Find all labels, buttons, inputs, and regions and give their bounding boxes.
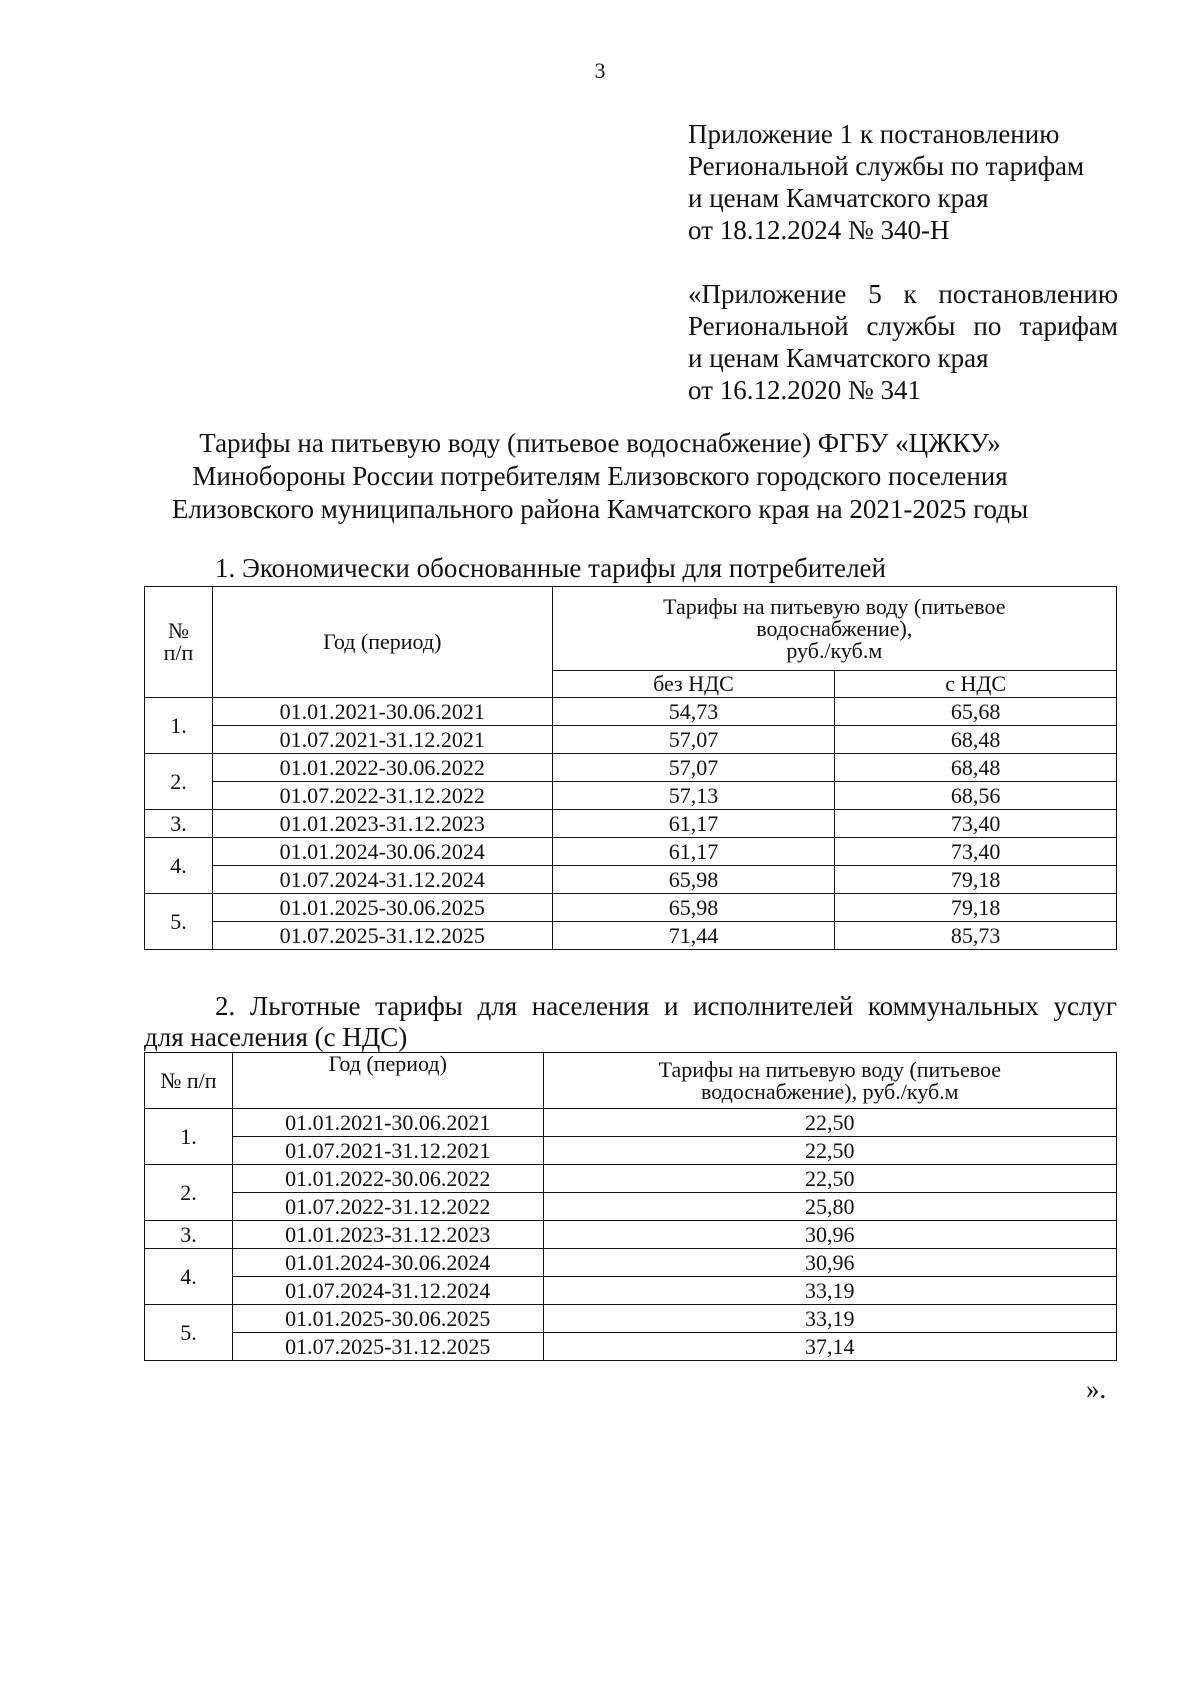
header-period: Год (период) — [212, 587, 552, 698]
period-cell: 01.07.2021-31.12.2021 — [212, 726, 552, 754]
section-1-heading: 1. Экономически обоснованные тарифы для потребителей — [215, 553, 886, 583]
tariff-with-vat-cell: 68,48 — [835, 726, 1117, 754]
tariff-without-vat-cell: 61,17 — [552, 838, 835, 866]
tariff-with-vat-cell: 85,73 — [835, 922, 1117, 950]
table-row — [145, 1109, 1117, 1137]
row-number: 4. — [145, 838, 213, 894]
row-number: 5. — [145, 894, 213, 950]
period-cell: 01.01.2023-31.12.2023 — [232, 1221, 543, 1249]
table-row — [145, 1277, 1117, 1305]
section-2-heading-line: для населения (с НДС) — [144, 1022, 408, 1052]
table-1-body — [145, 698, 1117, 950]
appendix-1-block — [688, 118, 1118, 246]
row-number: 1. — [145, 698, 213, 754]
table-row — [145, 838, 1117, 866]
tariff-without-vat-cell: 71,44 — [552, 922, 835, 950]
section-2-heading — [144, 991, 1117, 1053]
tariff-cell: 22,50 — [543, 1165, 1116, 1193]
row-number: 3. — [145, 1221, 233, 1249]
period-cell: 01.01.2021-30.06.2021 — [232, 1109, 543, 1137]
tariff-cell: 30,96 — [543, 1249, 1116, 1277]
table-row — [145, 1137, 1117, 1165]
table-row — [145, 1165, 1117, 1193]
period-cell: 01.01.2022-30.06.2022 — [232, 1165, 543, 1193]
tariff-cell: 37,14 — [543, 1333, 1116, 1361]
tariff-without-vat-cell: 61,17 — [552, 810, 835, 838]
header-with-vat: с НДС — [835, 671, 1117, 698]
period-cell: 01.01.2024-30.06.2024 — [212, 838, 552, 866]
appendix-1-line: от 18.12.2024 № 340-Н — [688, 215, 950, 245]
table-row — [145, 782, 1117, 810]
tariff-with-vat-cell: 79,18 — [835, 866, 1117, 894]
header-number: № п/п — [145, 1053, 233, 1109]
period-cell: 01.01.2022-30.06.2022 — [212, 754, 552, 782]
table-row — [145, 922, 1117, 950]
table-row — [145, 726, 1117, 754]
tariff-cell: 22,50 — [543, 1109, 1116, 1137]
table-row — [145, 1333, 1117, 1361]
page-number: 3 — [594, 58, 606, 83]
header-without-vat: без НДС — [552, 671, 835, 698]
period-cell: 01.01.2023-31.12.2023 — [212, 810, 552, 838]
tariff-cell: 33,19 — [543, 1305, 1116, 1333]
tariff-without-vat-cell: 65,98 — [552, 894, 835, 922]
table-row — [145, 1221, 1117, 1249]
period-cell: 01.01.2025-30.06.2025 — [212, 894, 552, 922]
economic-tariffs-table — [144, 586, 1117, 950]
row-number: 3. — [145, 810, 213, 838]
tariff-cell: 22,50 — [543, 1137, 1116, 1165]
period-cell: 01.07.2024-31.12.2024 — [212, 866, 552, 894]
row-number: 4. — [145, 1249, 233, 1305]
closing-quote: ». — [1086, 1374, 1107, 1404]
period-cell: 01.07.2025-31.12.2025 — [212, 922, 552, 950]
table-row — [145, 1305, 1117, 1333]
appendix-1-line: Региональной службы по тарифам — [688, 151, 1085, 181]
document-title — [0, 427, 1200, 526]
appendix-5-block — [688, 278, 1118, 406]
tariff-without-vat-cell: 57,13 — [552, 782, 835, 810]
row-number: 2. — [145, 1165, 233, 1221]
title-line: Елизовского муниципального района Камчатского края на 2021-2025 годы — [171, 494, 1029, 524]
tariff-cell: 25,80 — [543, 1193, 1116, 1221]
row-number: 1. — [145, 1109, 233, 1165]
period-cell: 01.07.2022-31.12.2022 — [212, 782, 552, 810]
header-tariff: Тарифы на питьевую воду (питьевое водоснабжение), руб./куб.м — [543, 1053, 1116, 1109]
appendix-1-line: и ценам Камчатского края — [688, 183, 989, 213]
header-tariff: Тарифы на питьевую воду (питьевое водоснабжение), руб./куб.м — [552, 587, 1116, 671]
title-line: Минобороны России потребителям Елизовского городского поселения — [192, 461, 1008, 491]
header-period: Год (период) — [232, 1053, 543, 1109]
tariff-without-vat-cell: 54,73 — [552, 698, 835, 726]
appendix-5-line: от 16.12.2020 № 341 — [688, 375, 921, 405]
tariff-with-vat-cell: 68,48 — [835, 754, 1117, 782]
table-row — [145, 810, 1117, 838]
row-number: 5. — [145, 1305, 233, 1361]
period-cell: 01.07.2024-31.12.2024 — [232, 1277, 543, 1305]
period-cell: 01.07.2022-31.12.2022 — [232, 1193, 543, 1221]
period-cell: 01.01.2021-30.06.2021 — [212, 698, 552, 726]
row-number: 2. — [145, 754, 213, 810]
table-row — [145, 866, 1117, 894]
title-line: Тарифы на питьевую воду (питьевое водоснабжение) ФГБУ «ЦЖКУ» — [199, 428, 1001, 458]
table-row — [145, 754, 1117, 782]
appendix-1-line: Приложение 1 к постановлению — [688, 119, 1060, 149]
appendix-5-line: «Приложение 5 к постановлению — [688, 279, 1118, 309]
section-2-heading-line: 2. Льготные тарифы для населения и исполнителей коммунальных услуг — [215, 991, 1117, 1021]
period-cell: 01.07.2021-31.12.2021 — [232, 1137, 543, 1165]
period-cell: 01.01.2025-30.06.2025 — [232, 1305, 543, 1333]
tariff-without-vat-cell: 57,07 — [552, 726, 835, 754]
table-row — [145, 1193, 1117, 1221]
period-cell: 01.07.2025-31.12.2025 — [232, 1333, 543, 1361]
tariff-with-vat-cell: 68,56 — [835, 782, 1117, 810]
appendix-5-line: Региональной службы по тарифам — [688, 311, 1118, 341]
tariff-with-vat-cell: 79,18 — [835, 894, 1117, 922]
tariff-without-vat-cell: 57,07 — [552, 754, 835, 782]
tariff-with-vat-cell: 65,68 — [835, 698, 1117, 726]
table-row — [145, 894, 1117, 922]
tariff-with-vat-cell: 73,40 — [835, 838, 1117, 866]
table-row — [145, 698, 1117, 726]
tariff-with-vat-cell: 73,40 — [835, 810, 1117, 838]
appendix-5-line: и ценам Камчатского края — [688, 343, 989, 373]
header-number: № п/п — [145, 587, 213, 698]
tariff-cell: 30,96 — [543, 1221, 1116, 1249]
table-row — [145, 1249, 1117, 1277]
tariff-without-vat-cell: 65,98 — [552, 866, 835, 894]
tariff-cell: 33,19 — [543, 1277, 1116, 1305]
preferential-tariffs-table — [144, 1052, 1117, 1361]
table-2-body — [145, 1109, 1117, 1361]
period-cell: 01.01.2024-30.06.2024 — [232, 1249, 543, 1277]
